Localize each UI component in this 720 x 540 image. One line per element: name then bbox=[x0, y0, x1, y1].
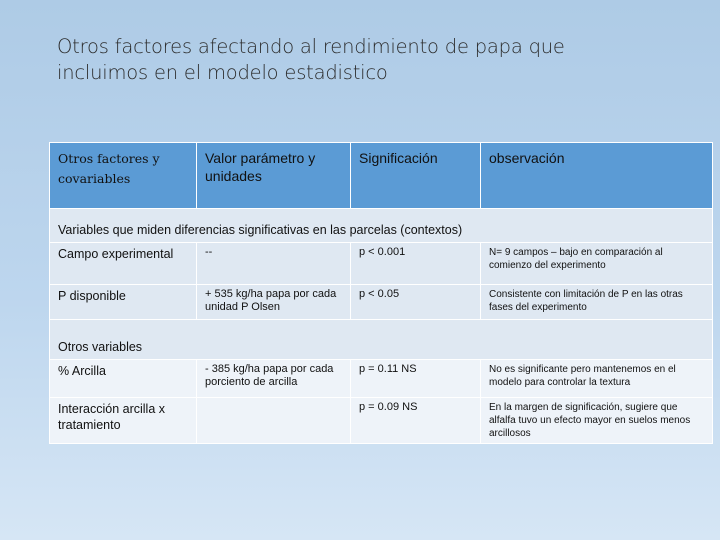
section-label-otros: Otros variables bbox=[50, 320, 713, 360]
cell-significacion: p < 0.001 bbox=[351, 243, 481, 285]
cell-factor: Campo experimental bbox=[50, 243, 197, 285]
cell-observacion: Consistente con limitación de P en las otras fases del experimento bbox=[481, 285, 713, 320]
cell-significacion: p = 0.11 NS bbox=[351, 360, 481, 398]
header-observacion: observación bbox=[481, 143, 713, 209]
header-significacion: Significación bbox=[351, 143, 481, 209]
cell-significacion: p < 0.05 bbox=[351, 285, 481, 320]
cell-observacion: N= 9 campos – bajo en comparación al comienzo del experimento bbox=[481, 243, 713, 285]
section-row-otros bbox=[50, 320, 713, 360]
cell-significacion: p = 0.09 NS bbox=[351, 398, 481, 444]
slide-title bbox=[57, 34, 677, 86]
table-header-row bbox=[50, 143, 713, 209]
cell-valor: -- bbox=[197, 243, 351, 285]
cell-observacion: En la margen de significación, sugiere que alfalfa tuvo un efecto mayor en suelos menos arcillosos bbox=[481, 398, 713, 444]
table-row bbox=[50, 398, 713, 444]
factors-table bbox=[49, 142, 713, 444]
cell-valor: + 535 kg/ha papa por cada unidad P Olsen bbox=[197, 285, 351, 320]
cell-factor: P disponible bbox=[50, 285, 197, 320]
slide-title-line-1: Otros factores afectando al rendimiento de papa que bbox=[57, 35, 565, 58]
cell-valor bbox=[197, 398, 351, 444]
cell-valor: - 385 kg/ha papa por cada porciento de arcilla bbox=[197, 360, 351, 398]
cell-factor: Interacción arcilla x tratamiento bbox=[50, 398, 197, 444]
table-row bbox=[50, 360, 713, 398]
cell-observacion: No es significante pero mantenemos en el modelo para controlar la textura bbox=[481, 360, 713, 398]
table-row bbox=[50, 243, 713, 285]
section-label-contextos: Variables que miden diferencias significativas en las parcelas (contextos) bbox=[50, 209, 713, 243]
cell-factor: % Arcilla bbox=[50, 360, 197, 398]
slide-title-line-2: incluimos en el modelo estadistico bbox=[57, 61, 388, 84]
table-row bbox=[50, 285, 713, 320]
section-row-contextos bbox=[50, 209, 713, 243]
header-valor: Valor parámetro y unidades bbox=[197, 143, 351, 209]
header-factores: Otros factores y covariables bbox=[50, 143, 197, 209]
